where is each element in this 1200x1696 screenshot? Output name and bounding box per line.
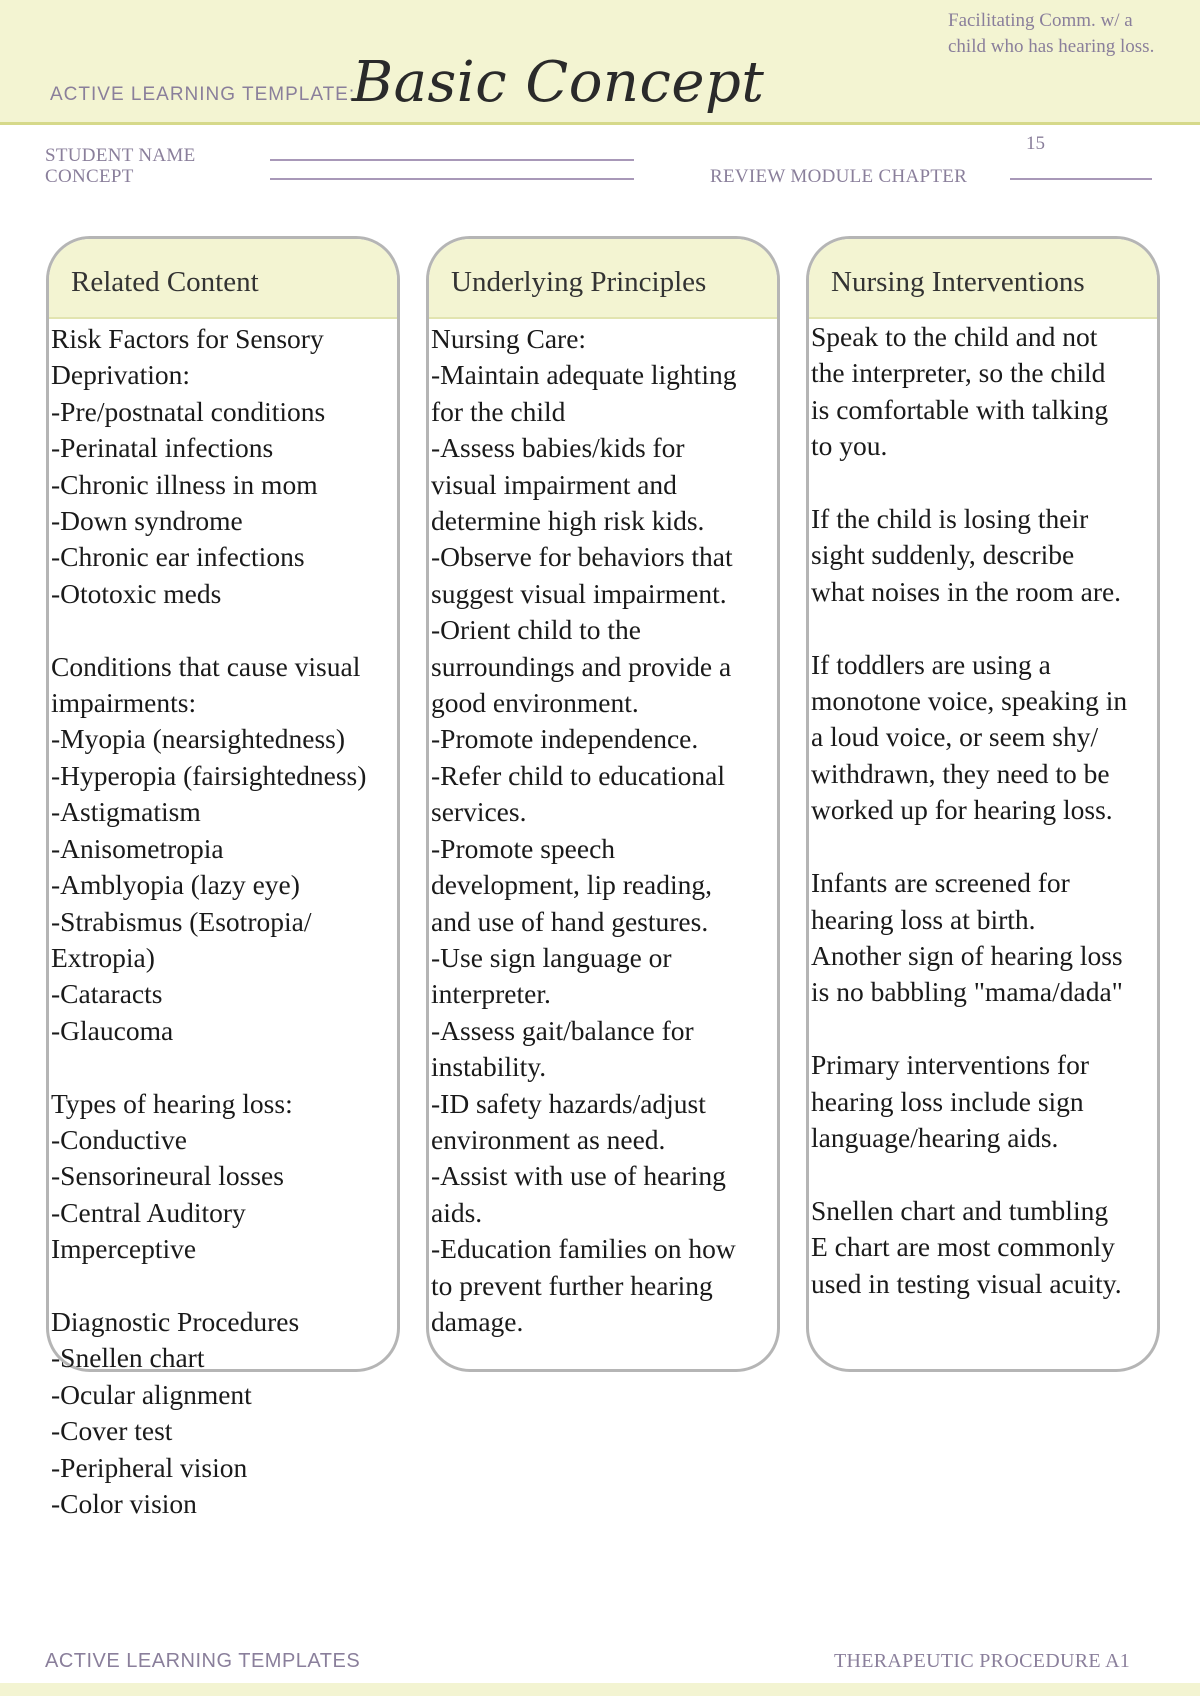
topic-note: Facilitating Comm. w/ a child who has hearing loss. xyxy=(948,10,1155,57)
related-content-heading: Related Content xyxy=(49,239,397,319)
underlying-principles-heading: Underlying Principles xyxy=(429,239,777,319)
review-module-label: REVIEW MODULE CHAPTER xyxy=(710,166,968,187)
template-title: Basic Concept xyxy=(352,50,765,115)
footer-right: THERAPEUTIC PROCEDURE A1 xyxy=(834,1650,1131,1672)
concept-label: CONCEPT xyxy=(45,166,134,187)
footer-left: ACTIVE LEARNING TEMPLATES xyxy=(45,1650,361,1672)
review-module-field[interactable] xyxy=(1010,178,1152,180)
nursing-interventions-body: Speak to the child and not the interpreter, so the child is comfortable with talking to you. If the child is losing their sight suddenly, describe what noises in the room are. If toddlers are using a monotone voice, speaking in a loud voice, or seem shy/ withdrawn, they need to be worked up for hearing loss. Infants are screened for hearing loss at birth. Another sign of hearing loss is no babbling "mama/dada" Primary interventions for hearing loss include sign language/hearing aids. Snellen chart and tumbling E chart are most commonly used in testing visual acuity. xyxy=(811,321,1128,1299)
student-name-field[interactable] xyxy=(270,159,634,161)
nursing-interventions-heading: Nursing Interventions xyxy=(809,239,1157,319)
footer-band xyxy=(0,1683,1200,1696)
concept-field[interactable] xyxy=(270,178,634,180)
chapter-value: 15 xyxy=(1026,133,1045,154)
nursing-interventions-panel xyxy=(806,236,1160,1372)
underlying-principles-body: Nursing Care: -Maintain adequate lighting for the child -Assess babies/kids for visual impairment and determine high risk kids. -Observe for behaviors that suggest visual impairment. -Orient child to the surroundings and provide a good environment. -Promote independence. -Refer child to educational services. -Promote speech development, lip reading, and use of hand gestures. -Use sign language or interpreter. -Assess gait/balance for instability. -ID safety hazards/adjust environment as need. -Assist with use of hearing aids. -Education families on how to prevent further hearing damage. xyxy=(431,323,737,1337)
template-label: ACTIVE LEARNING TEMPLATE: xyxy=(50,84,356,105)
related-content-body: Risk Factors for Sensory Deprivation: -Pre/postnatal conditions -Perinatal infections -Chronic illness in mom -Down syndrome -Chronic ear infections -Ototoxic meds Conditions that cause visual impairments: -Myopia (nearsightedness) -Hyperopia (fairsightedness) -Astigmatism -Anisometropia -Amblyopia (lazy eye) -Strabismus (Esotropia/ Extropia) -Cataracts -Glaucoma Types of hearing loss: -Conductive -Sensorineural losses -Central Auditory Imperceptive Diagnostic Procedures -Snellen chart -Ocular alignment -Cover test -Peripheral vision -Color vision xyxy=(51,323,367,1519)
student-name-label: STUDENT NAME xyxy=(45,145,196,166)
underlying-principles-panel xyxy=(426,236,780,1372)
related-content-panel xyxy=(46,236,400,1519)
